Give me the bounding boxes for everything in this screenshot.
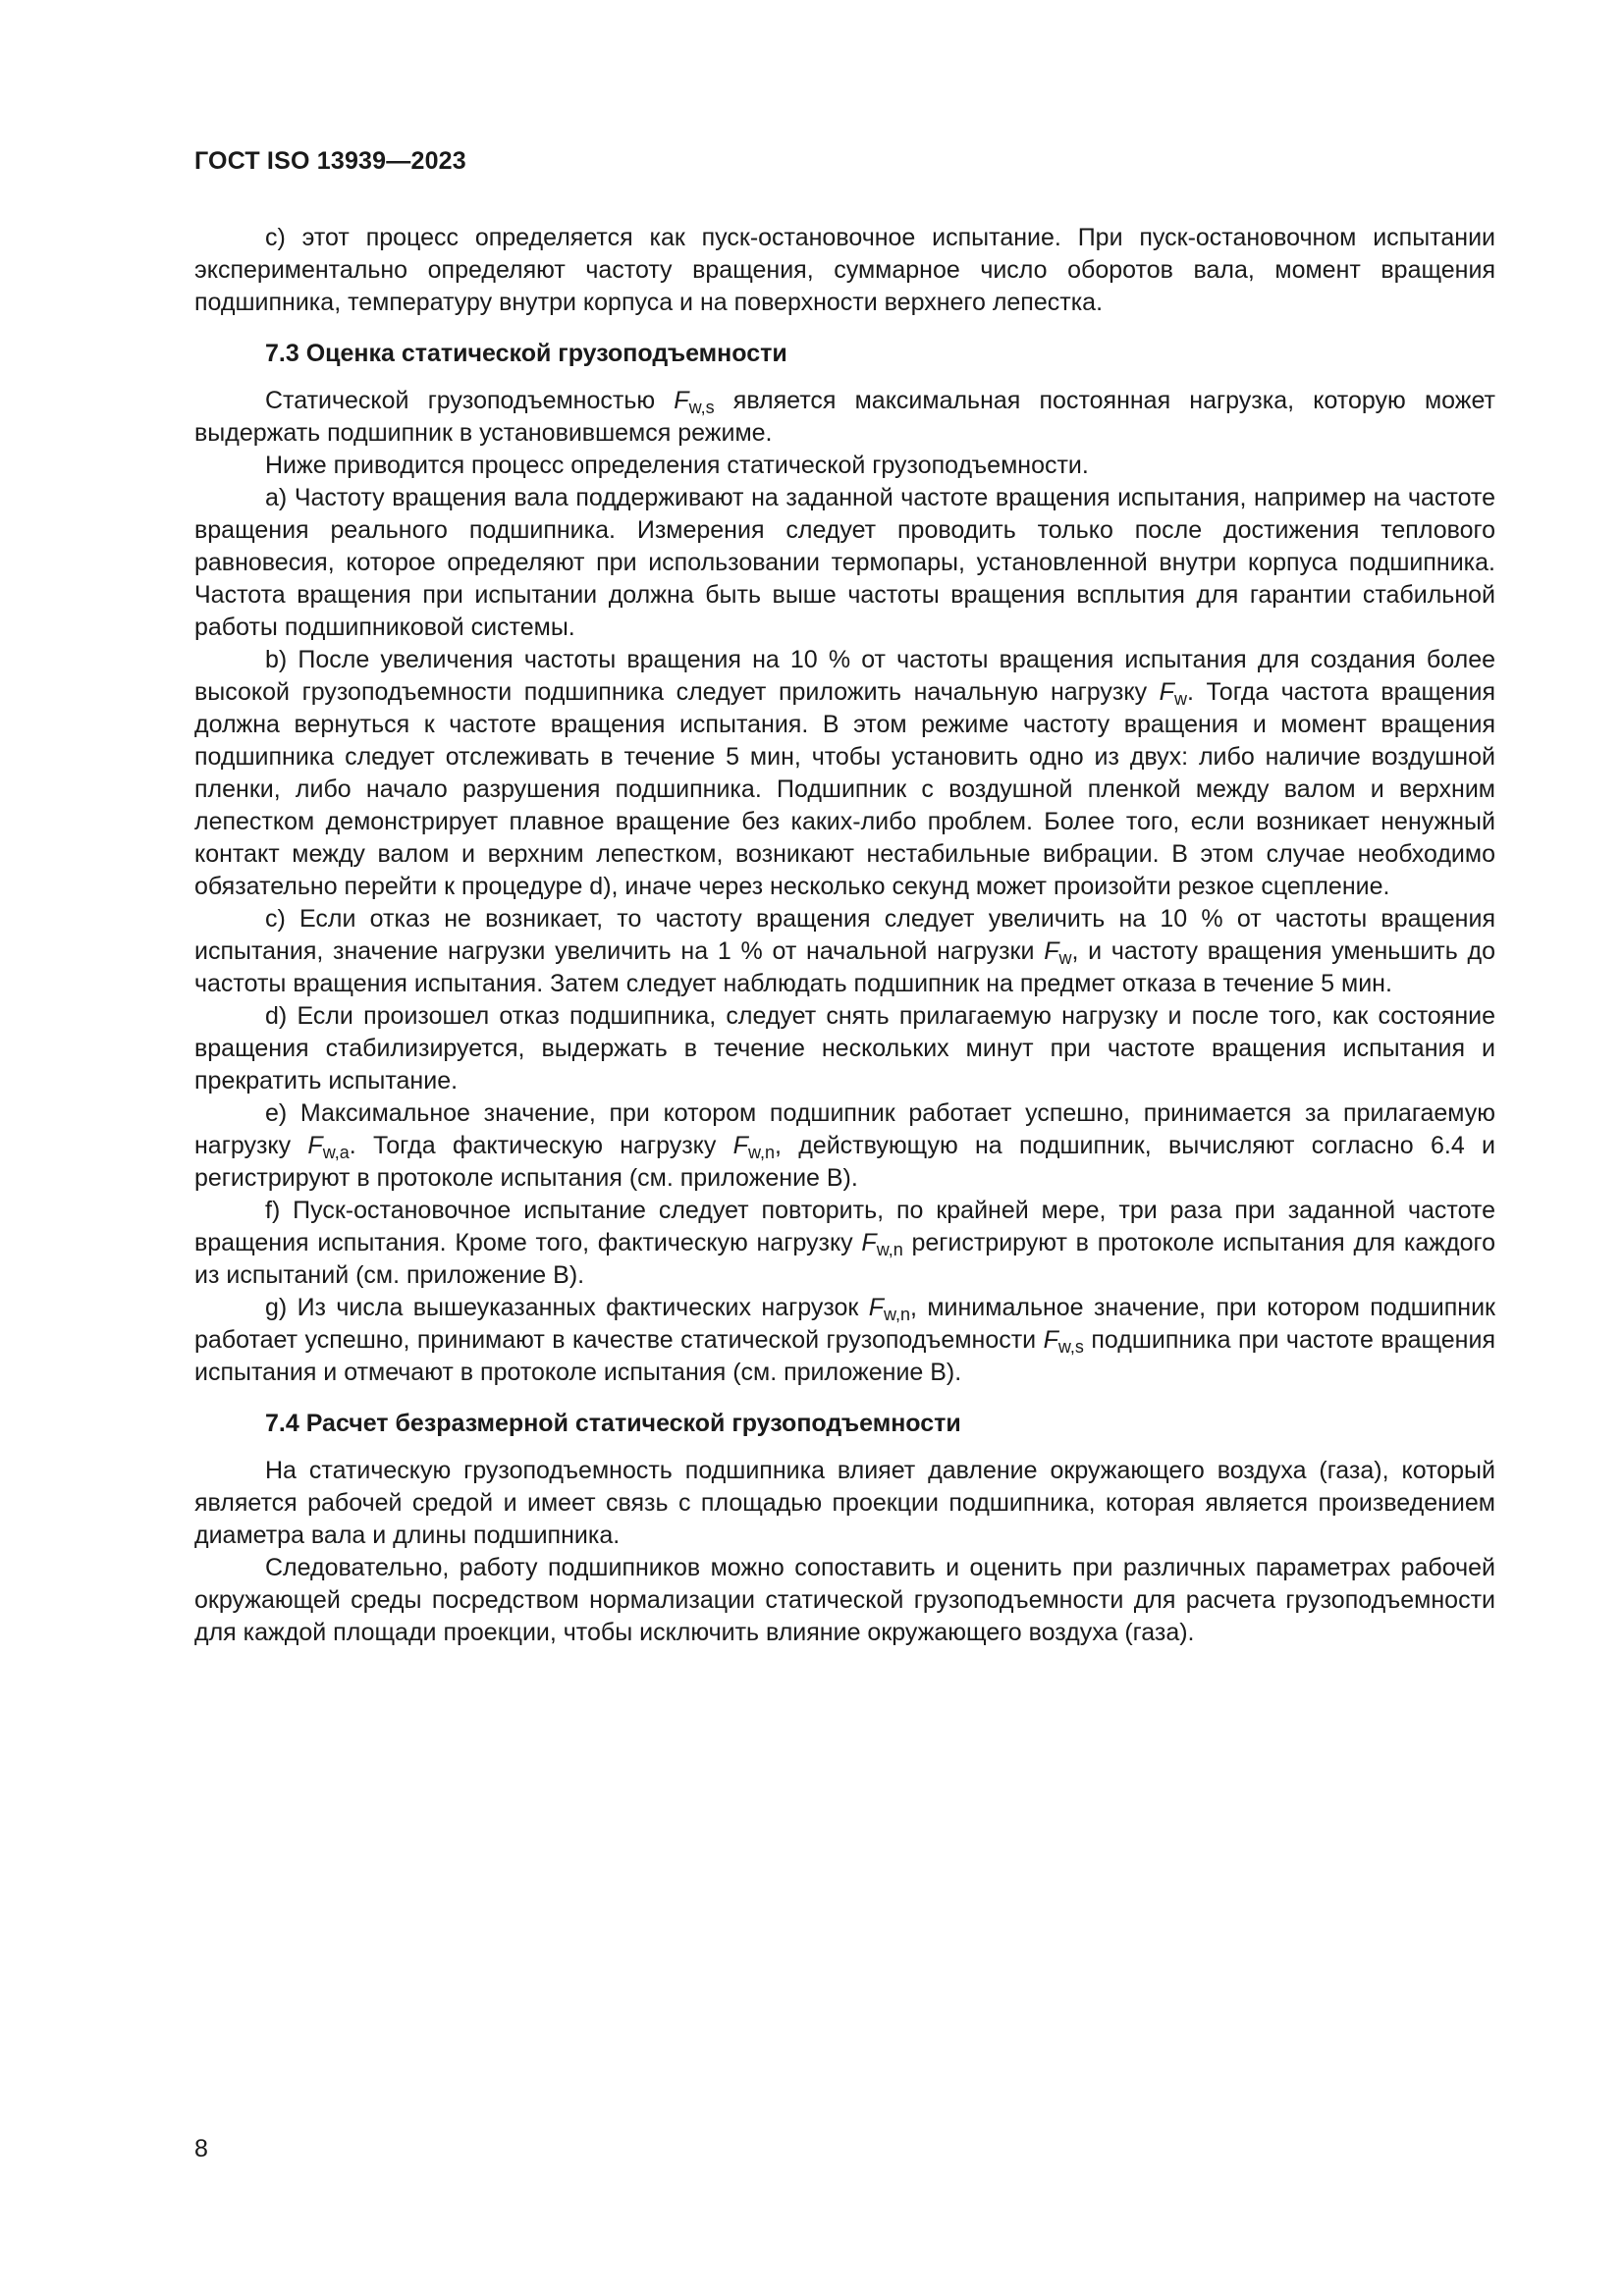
paragraph-7-4-2: Следовательно, работу подшипников можно сопоставить и оценить при различных параметрах рабочей окружающей среды посредством нормализации статической грузоподъемности для расчета грузоподъемности для каждой площади проекции, чтобы исключить влияние окружающего воздуха (газа). bbox=[194, 1554, 1495, 1646]
paragraph-7-3-b: b) После увеличения частоты вращения на 10 % от частоты вращения испытания для создания более высокой грузоподъемности подшипника следует приложить начальную нагрузку $F_w$. Тогда частота вращения должна вернуться к частоте вращения испытания. В этом режиме частоту вращения и момент вращения подшипника следует отслеживать в течение 5 мин, чтобы установить одно из двух: либо наличие воздушной пленки, либо начало разрушения подшипника. Подшипник с воздушной пленкой между валом и верхним лепестком демонстрирует плавное вращение без каких-либо проблем. Более того, если возникает ненужный контакт между валом и верхним лепестком, возникают нестабильные вибрации. В этом случае необходимо обязательно перейти к процедуре d), иначе через несколько секунд может произойти резкое сцепление. bbox=[194, 646, 1495, 900]
symbol-f: F bbox=[868, 1294, 884, 1321]
symbol-f: F bbox=[732, 1132, 748, 1159]
symbol-f: F bbox=[307, 1132, 323, 1159]
symbol-subscript: w,n bbox=[876, 1240, 903, 1259]
symbol-subscript: w,n bbox=[884, 1305, 911, 1324]
symbol-subscript: w,s bbox=[688, 398, 715, 417]
paragraph-7-3-e: e) Максимальное значение, при котором подшипник работает успешно, принимается за прилагаемую нагрузку $F_{w,a}$. Тогда фактическую нагрузку $F_{w,n}$, действующую на подшипник, вычисляют согласно 6.4 и регистрируют в протоколе испытания (см. приложение В). bbox=[194, 1099, 1495, 1192]
page-number: 8 bbox=[194, 2135, 208, 2163]
paragraph-7-3-f: f) Пуск-остановочное испытание следует повторить, по крайней мере, три раза при заданной частоте вращения испытания. Кроме того, фактическую нагрузку $F_{w,n}$ регистрируют в протоколе испытания для каждого из испытаний (см. приложение В). bbox=[194, 1197, 1495, 1289]
symbol-f: F bbox=[1043, 1326, 1058, 1354]
document-code-header: ГОСТ ISO 13939—2023 bbox=[194, 147, 466, 175]
symbol-subscript: w bbox=[1173, 689, 1187, 709]
paragraph-7-3-a: a) Частоту вращения вала поддерживают на заданной частоте вращения испытания, например на частоте вращения реального подшипника. Измерения следует проводить только после достижения теплового равновесия, которое определяют при использовании термопары, установленной внутри корпуса подшипника. Частота вращения при испытании должна быть выше частоты вращения всплытия для гарантии стабильной работы подшипниковой системы. bbox=[194, 484, 1495, 641]
section-7-4-title: 7.4 Расчет безразмерной статической грузоподъемности bbox=[265, 1410, 961, 1437]
symbol-subscript: w,a bbox=[322, 1143, 350, 1162]
paragraph-7-3-g: g) Из числа вышеуказанных фактических нагрузок $F_{w,n}$, минимальное значение, при котором подшипник работает успешно, принимают в качестве статической грузоподъемности $F_{w,s}$ подшипника при частоте вращения испытания и отмечают в протоколе испытания (см. приложение В). bbox=[194, 1294, 1495, 1386]
paragraph-7-3-d: d) Если произошел отказ подшипника, следует снять прилагаемую нагрузку и после того, как состояние вращения стабилизируется, выдержать в течение нескольких минут при частоте вращения испытания и прекратить испытание. bbox=[194, 1002, 1495, 1095]
symbol-subscript: w,s bbox=[1057, 1337, 1084, 1357]
symbol-f: F bbox=[1159, 678, 1174, 706]
paragraph-7-3-definition: Статической грузоподъемностью $F_{w,s}$ является максимальная постоянная нагрузка, которую может выдержать подшипник в установившемся режиме. bbox=[194, 387, 1495, 447]
symbol-subscript: w bbox=[1058, 948, 1072, 968]
paragraph-7-3-intro: Ниже приводится процесс определения статической грузоподъемности. bbox=[265, 452, 1089, 479]
paragraph-7-4-1: На статическую грузоподъемность подшипника влияет давление окружающего воздуха (газа), который является рабочей средой и имеет связь с площадью проекции подшипника, которая является произведением диаметра вала и длины подшипника. bbox=[194, 1457, 1495, 1549]
symbol-f: F bbox=[861, 1229, 877, 1256]
symbol-f: F bbox=[674, 387, 689, 414]
symbol-subscript: w,n bbox=[747, 1143, 775, 1162]
paragraph-c-intro: c) этот процесс определяется как пуск-остановочное испытание. При пуск-остановочном испытании экспериментально определяют частоту вращения, суммарное число оборотов вала, момент вращения подшипника, температуру внутри корпуса и на поверхности верхнего лепестка. bbox=[194, 224, 1495, 316]
document-body bbox=[194, 222, 1495, 1649]
symbol-f: F bbox=[1044, 937, 1059, 965]
paragraph-7-3-c: c) Если отказ не возникает, то частоту вращения следует увеличить на 10 % от частоты вращения испытания, значение нагрузки увеличить на 1 % от начальной нагрузки $F_w$, и частоту вращения уменьшить до частоты вращения испытания. Затем следует наблюдать подшипник на предмет отказа в течение 5 мин. bbox=[194, 905, 1496, 997]
section-7-3-title: 7.3 Оценка статической грузоподъемности bbox=[265, 340, 787, 367]
